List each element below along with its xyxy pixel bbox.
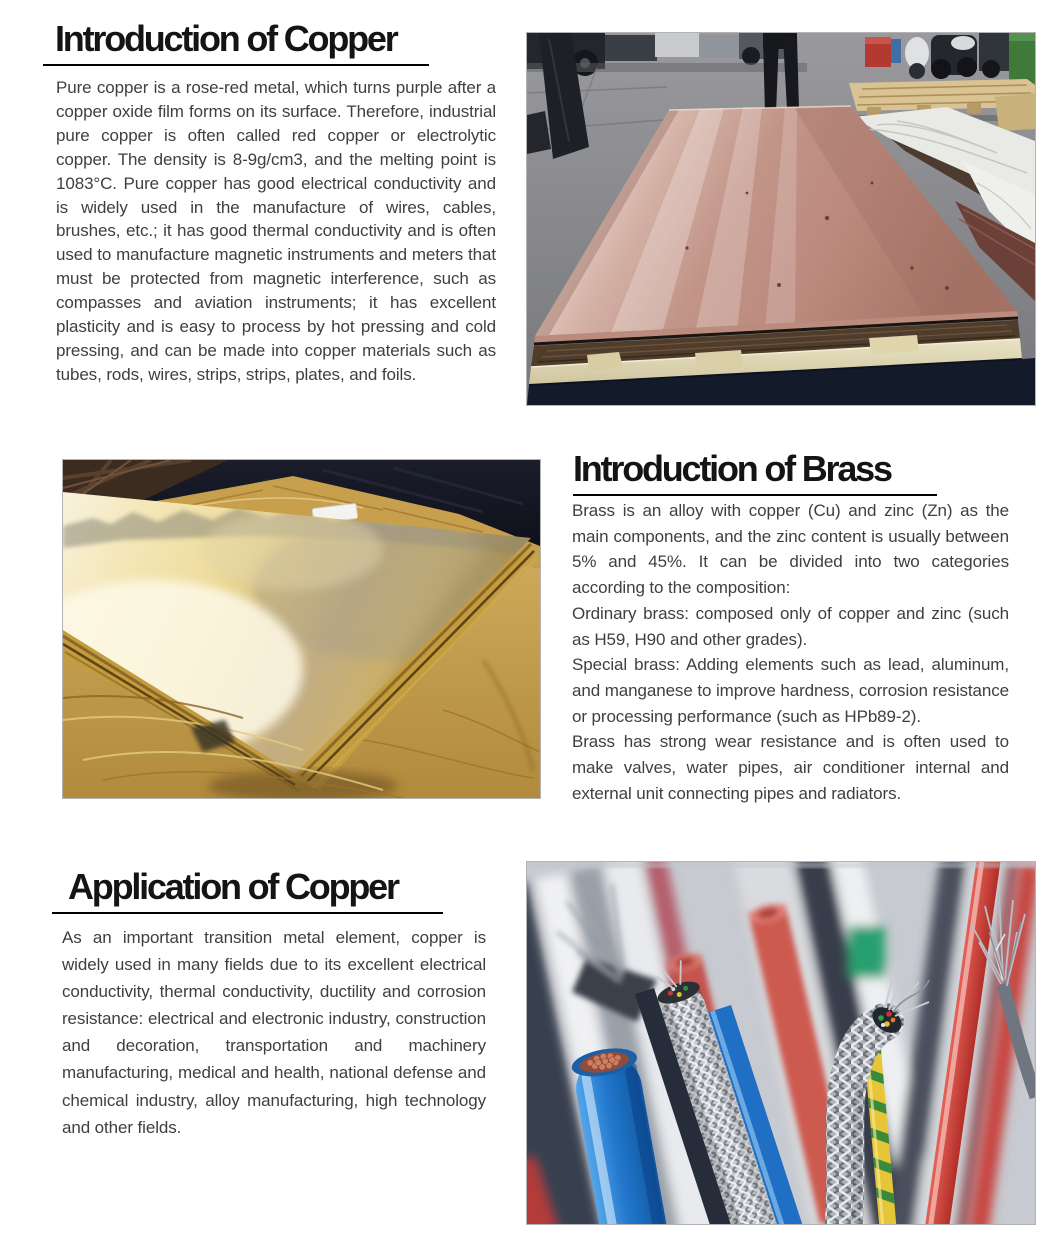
brass-paragraph: Brass is an alloy with copper (Cu) and zinc (Zn) as the main components, and the zinc content is usually between 5% and 45%. It can be divided into two categories according to the composition: — [572, 501, 1009, 598]
foreground-soft-edges — [527, 862, 1035, 868]
copper-wires-photo — [527, 862, 1035, 1224]
copper-intro-paragraph: Pure copper is a rose-red metal, which turns purple after a copper oxide film forms on its surface. Therefore, industrial pure copper is often called red copper or electrolytic copper. The density is 8-9g/cm3, and the melting point is 1083°C. Pure copper has good electrical conductivity and is widely used in the manufacture of wires, cables, brushes, etc.; it has good thermal conductivity and is often used to manufacture magnetic instruments and meters that must be protected from magnetic interference, such as compasses and aviation instruments; it has excellent plasticity and is easy to process by hot pressing and cold pressing, and can be made into copper materials such as tubes, rods, wires, strips, strips, plates, and foils. — [56, 78, 496, 384]
application-paragraph: As an important transition metal element, copper is widely used in many fields due to its excellent electrical conductivity, thermal conductivity, ductility and corrosion resistance: electrical and electronic industry, construction and decoration, transportation and machinery manufacturing, medical and health, national defense and chemical industry, alloy manufacturing, high technology and other fields. — [62, 928, 486, 1137]
brass-sheet-photo — [63, 460, 540, 798]
copper-wires-photo-art — [527, 862, 1035, 1224]
brass-sheet-photo-art — [63, 460, 540, 798]
brass-paragraph: Special brass: Adding elements such as lead, aluminum, and manganese to improve hardness, corrosion resistance or processing performance (such as HPb89-2). — [572, 655, 1009, 726]
brass-intro-heading-block — [573, 450, 937, 496]
brass-paragraph: Brass has strong wear resistance and is often used to make valves, water pipes, air conditioner internal and external unit connecting pipes and radiators. — [572, 732, 1009, 803]
copper-intro-title: Introduction of Copper — [55, 18, 397, 59]
brass-intro-title: Introduction of Brass — [573, 448, 891, 489]
application-title: Application of Copper — [68, 866, 398, 907]
copper-intro-heading-block — [43, 20, 429, 66]
application-heading-block — [52, 868, 443, 914]
copper-sheet-photo-art — [527, 33, 1035, 405]
brass-paragraph: Ordinary brass: composed only of copper and zinc (such as H59, H90 and other grades). — [572, 603, 1009, 649]
copper-sheet-photo — [527, 33, 1035, 405]
brass-intro-paragraphs — [572, 498, 1009, 806]
